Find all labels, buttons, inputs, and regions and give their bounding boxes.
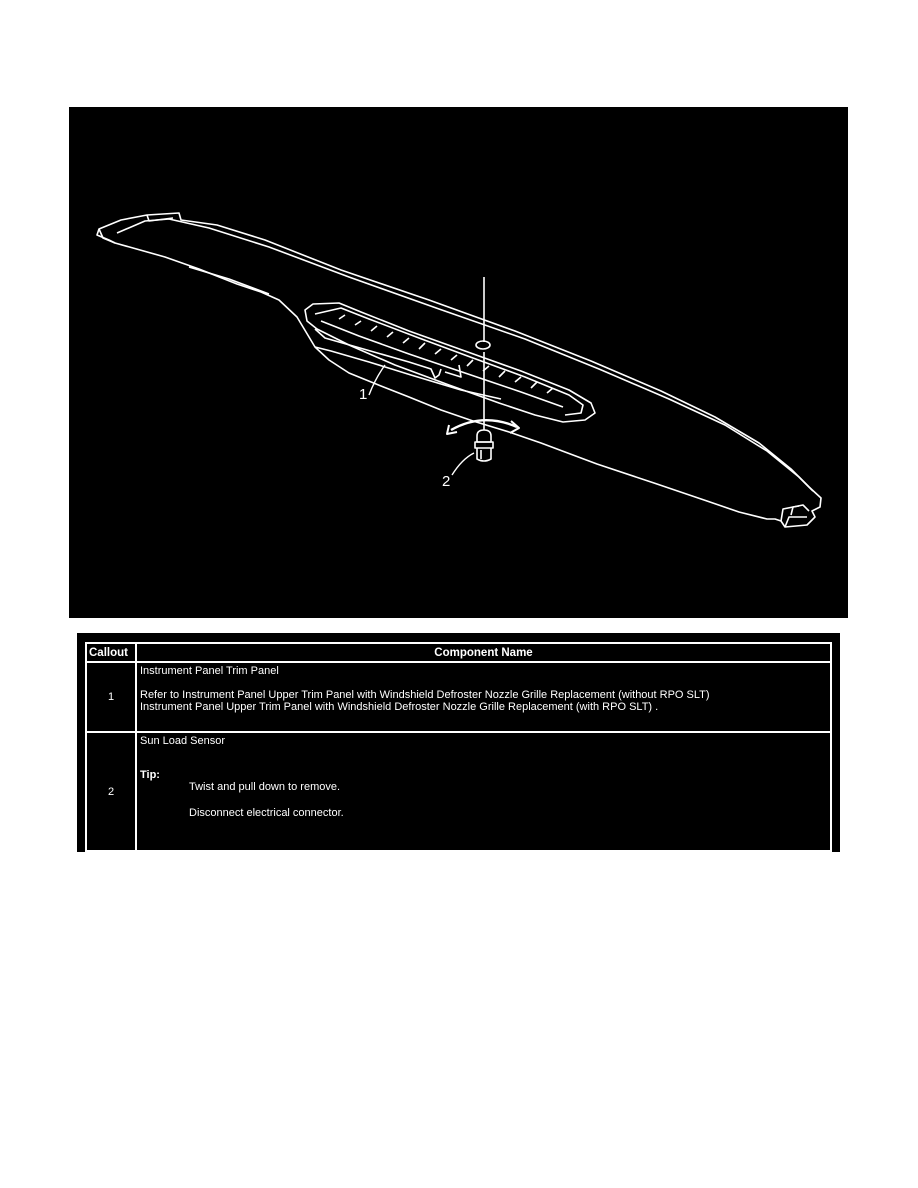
callout-1-label: 1 — [359, 386, 368, 403]
table-row — [86, 662, 831, 732]
callout-2-label: 2 — [442, 473, 451, 490]
header-callout: Callout — [86, 643, 136, 662]
tip-item: Disconnect electrical connector. — [189, 807, 344, 819]
callout-number: 1 — [86, 662, 136, 732]
callout-number: 2 — [86, 732, 136, 851]
defroster-grille-outline — [305, 303, 595, 422]
reference-link-1[interactable]: Refer to Instrument Panel Upper Trim Panel with Windshield Defroster Nozzle Grille Replacement (without RPO SLT) — [140, 689, 710, 701]
component-name: Instrument Panel Trim Panel — [140, 665, 279, 677]
sun-load-sensor-illustration — [475, 430, 493, 461]
tip-label: Tip: — [140, 769, 160, 781]
component-name: Sun Load Sensor — [140, 735, 226, 747]
reference-link-2[interactable]: Instrument Panel Upper Trim Panel with Windshield Defroster Nozzle Grille Replacement (with RPO SLT) . — [140, 701, 659, 713]
table-row — [86, 732, 831, 851]
callout-table — [85, 642, 832, 852]
callout-table-container — [77, 633, 840, 852]
component-cell — [136, 732, 831, 851]
callout-1-leader — [369, 365, 385, 395]
header-component-name: Component Name — [136, 643, 831, 662]
callout-2-leader — [452, 453, 474, 475]
dashboard-trim-panel-drawing — [69, 107, 848, 618]
illustration-figure — [69, 107, 848, 618]
table-header-row — [86, 643, 831, 662]
component-cell — [136, 662, 831, 732]
trim-panel-outline — [97, 213, 821, 527]
tip-item: Twist and pull down to remove. — [189, 781, 341, 793]
sensor-hole — [476, 341, 490, 349]
